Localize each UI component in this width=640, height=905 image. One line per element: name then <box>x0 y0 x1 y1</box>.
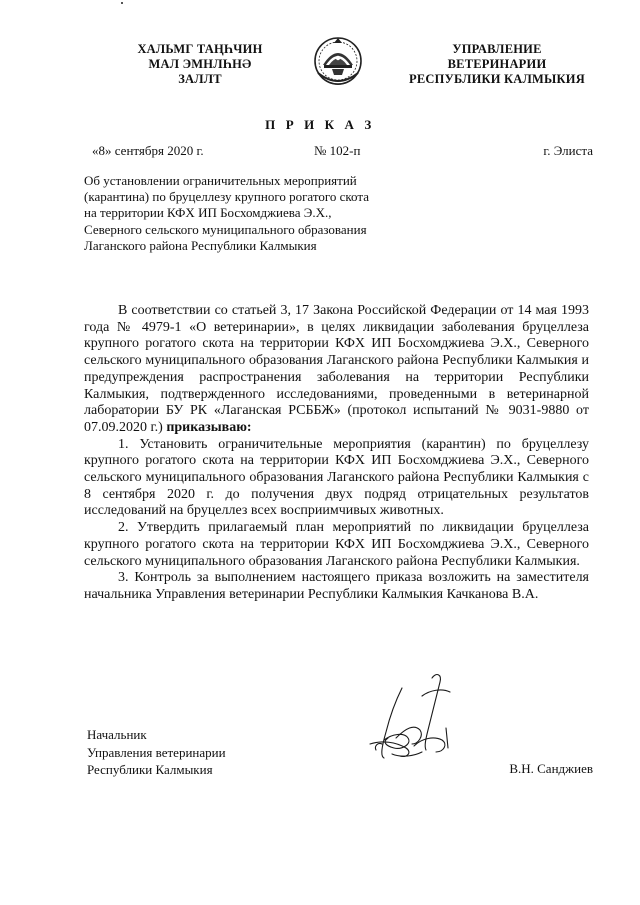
header-left-kalmyk <box>100 42 300 87</box>
header-left-line: МАЛ ЭМНЛҺНӘ <box>148 57 252 71</box>
subject-line: Северного сельского муниципального образования <box>84 221 367 237</box>
header-left-line: ЗАЛЛТ <box>178 72 222 86</box>
header-right-russian <box>392 42 602 87</box>
kalmykia-emblem-icon <box>312 31 364 95</box>
order-date: «8» сентября 2020 г. <box>92 143 204 158</box>
subject-line: Об установлении ограничительных мероприятий <box>84 173 357 188</box>
header-right-line: УПРАВЛЕНИЕ <box>452 42 542 56</box>
intro-text: В соответствии со статьей 3, 17 Закона Российской Федерации от 14 мая 1993 года № 4979-1 «О ветеринарии», в целях ликвидации заболевания бруцеллеза крупного рогатого скота на территории КФХ ИП Босхомджиева Э.Х., Северного сельского муниципального образования Лаганского района Республики Калмыкия и предупреждения распространения заболевания на территории Республики Калмыкия, подтвержденного исследованиями, проведенными в ветеринарной лаборатории БУ РК «Лаганская РСББЖ» (протокол испытаний № 9031-9880 от 07.09.2020 г.) <box>84 303 589 435</box>
signatory-title <box>87 726 226 779</box>
signatory-name: В.Н. Санджиев <box>509 761 593 776</box>
signatory-title-line: Управления ветеринарии <box>87 744 226 760</box>
document-title: П Р И К А З <box>265 117 375 132</box>
signatory-title-line: Республики Калмыкия <box>87 762 213 777</box>
header-left-line: ХАЛЬМГ ТАҢҺЧИН <box>137 42 263 56</box>
order-number: № 102-п <box>314 143 361 158</box>
order-city: г. Элиста <box>543 143 593 158</box>
intro-paragraph <box>84 303 589 437</box>
order-word: приказываю: <box>166 419 252 435</box>
order-item-1: 1. Установить ограничительные мероприятия (карантин) по бруцеллезу крупного рогатого скота на территории КФХ ИП Босхомджиева Э.Х., Северного сельского муниципального образования Лаганского района Республики Калмыкия с 8 сентября 2020 г. до получения двух подряд отрицательных результатов исследований на бруцеллез всех восприимчивых животных. <box>84 436 589 519</box>
scan-speck <box>121 2 123 4</box>
order-item-3: 3. Контроль за выполнением настоящего приказа возложить на заместителя начальника Управления ветеринарии Республики Калмыкия Качканова В.А. <box>84 570 589 602</box>
order-item-2: 2. Утвердить прилагаемый план мероприятий по ликвидации бруцеллеза крупного рогатого скота на территории КФХ ИП Босхомджиева Э.Х., Северного сельского муниципального образования Лаганского района Республики Калмыкия. <box>84 520 589 569</box>
header-right-line: ВЕТЕРИНАРИИ <box>447 57 547 71</box>
signatory-title-line: Начальник <box>87 727 147 742</box>
subject-line: (карантина) по бруцеллезу крупного рогатого скота <box>84 189 369 205</box>
order-body <box>84 303 589 604</box>
handwritten-signature-icon <box>362 668 472 776</box>
subject-line: Лаганского района Республики Калмыкия <box>84 237 317 253</box>
order-subject <box>84 173 369 254</box>
header-right-line: РЕСПУБЛИКИ КАЛМЫКИЯ <box>409 72 585 86</box>
subject-line: на территории КФХ ИП Босхомджиева Э.Х., <box>84 205 332 221</box>
